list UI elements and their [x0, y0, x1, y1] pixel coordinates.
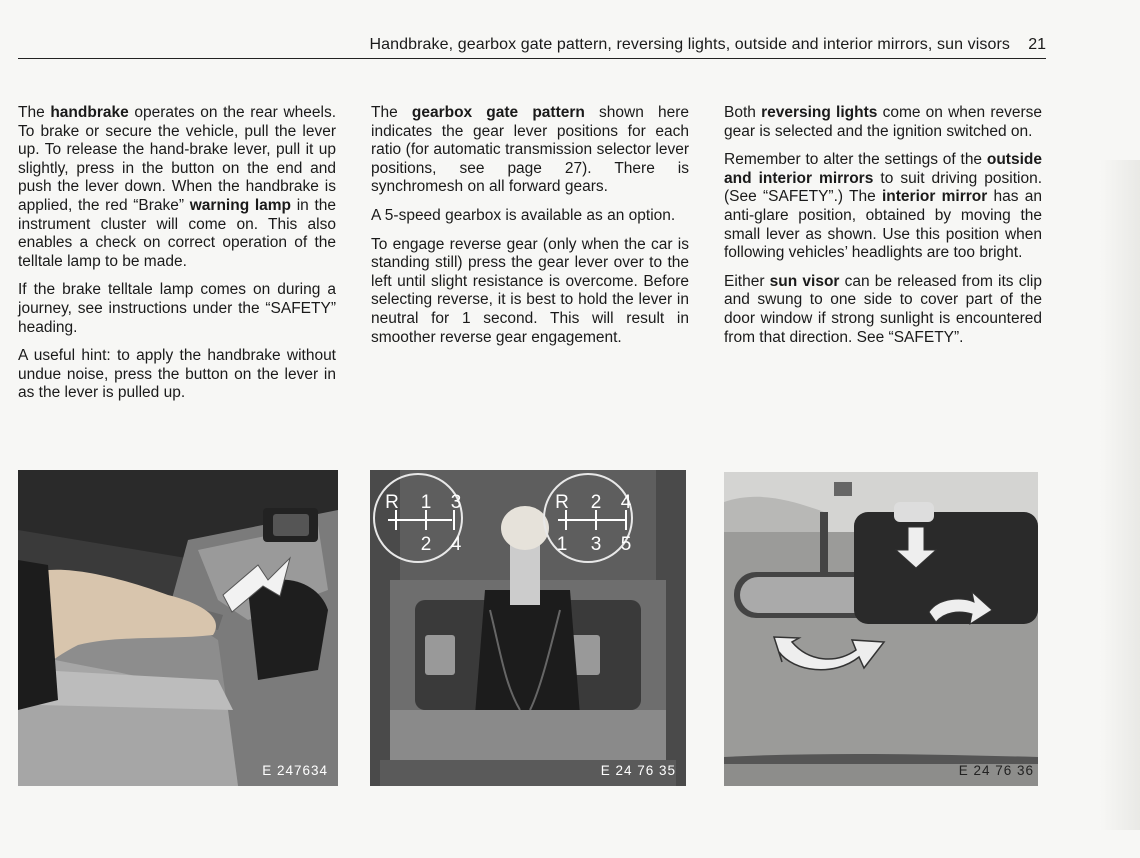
figure-code: E 24 76 35 [600, 763, 676, 778]
text: can be released from its clip and swung to one side to cover part of the door window if strong sunlight is encountered from that direction. See “SAFETY”. [724, 272, 1042, 346]
gate-left-bottom-1: 4 [450, 534, 462, 555]
paragraph-telltale: If the brake telltale lamp comes on during a journey, see instructions under the “SAFETY” heading. [18, 281, 336, 336]
text: Both [724, 104, 762, 121]
handbrake-illustration [18, 470, 338, 786]
gate-right-top-1: 2 [590, 492, 602, 513]
gate-right-bottom-0: 1 [556, 534, 568, 555]
text: operates on the rear wheels. To brake or secure the vehicle, pull the lever up. To release the hand-brake lever, pull it up slightly, press in the button on the end and push the lever down. When the handbrake is applied, the red “Brake” [18, 104, 337, 214]
text: has an anti-glare position, obtained by moving the small lever as shown. Use this position when following vehicles’ headlights are too bright. [724, 188, 1042, 262]
gate-right-bottom-2: 5 [620, 534, 632, 555]
text-column-lights-mirrors [724, 104, 1042, 357]
page-title: Handbrake, gearbox gate pattern, reversing lights, outside and interior mirrors, sun visors [369, 36, 1010, 53]
paragraph-gate-pattern [371, 104, 689, 197]
text-column-handbrake [18, 104, 336, 413]
paragraph-sun-visor [724, 273, 1042, 347]
term-warning-lamp: warning lamp [189, 196, 292, 214]
text: come on when reverse gear is selected and the ignition switched on. [724, 104, 1042, 140]
paragraph-reverse-gear: To engage reverse gear (only when the car is standing still) press the gear lever over to the left until slight resistance is overcome. Before selecting reverse, it is best to hold the lever in neutral for 1 second. This will result in smoother reverse gear engagement. [371, 235, 689, 346]
paragraph-5-speed: A 5-speed gearbox is available as an option. [371, 206, 676, 224]
figure-handbrake-photo [18, 470, 338, 786]
gate-left-top-0: R [385, 492, 399, 513]
text: The [18, 104, 51, 121]
text: Remember to alter the settings of the [724, 151, 987, 169]
paragraph-mirrors [724, 151, 1042, 263]
text-column-gearbox [371, 104, 689, 357]
text: to suit driving position. (See “SAFETY”.) The [724, 169, 1042, 206]
term-gearbox-gate-pattern: gearbox gate pattern [411, 104, 585, 121]
paragraph-hint: A useful hint: to apply the handbrake without undue noise, press the button on the lever in as the lever is pulled up. [18, 347, 336, 402]
text: in the instrument cluster will come on. This also enables a check on correct operation of the telltale lamp to be made. [18, 196, 336, 270]
gate-right-top-0: R [555, 492, 569, 513]
gate-left-bottom-0: 2 [420, 534, 432, 555]
term-handbrake: handbrake [50, 104, 129, 121]
gearbox-illustration [370, 470, 686, 786]
term-outside-interior-mirrors: outside and interior mirrors [724, 151, 1042, 187]
figure-code: E 24 76 36 [958, 763, 1034, 778]
text: Either [724, 272, 770, 290]
paragraph-handbrake [18, 104, 336, 271]
paragraph-reversing-lights [724, 104, 1042, 141]
text: shown here indicates the gear lever positions for each ratio (for automatic transmission selector lever positions, see page 27). There is synchromesh on all forward gears. [371, 104, 689, 196]
page-number: 21 [1028, 36, 1046, 53]
figure-gearbox-photo [370, 470, 686, 786]
text: The [371, 104, 412, 121]
page-edge-shadow [1100, 160, 1140, 830]
gate-left-top-2: 3 [450, 492, 462, 513]
term-interior-mirror: interior mirror [881, 188, 988, 206]
gate-left-top-1: 1 [420, 492, 432, 513]
figure-code: E 247634 [262, 763, 328, 778]
gate-right-top-2: 4 [620, 492, 632, 513]
gate-right-bottom-1: 3 [590, 534, 602, 555]
page-header [18, 34, 1046, 59]
term-sun-visor: sun visor [769, 272, 840, 290]
figure-mirror-visor-photo [724, 472, 1038, 786]
term-reversing-lights: reversing lights [761, 104, 878, 121]
mirror-visor-illustration [724, 472, 1038, 786]
